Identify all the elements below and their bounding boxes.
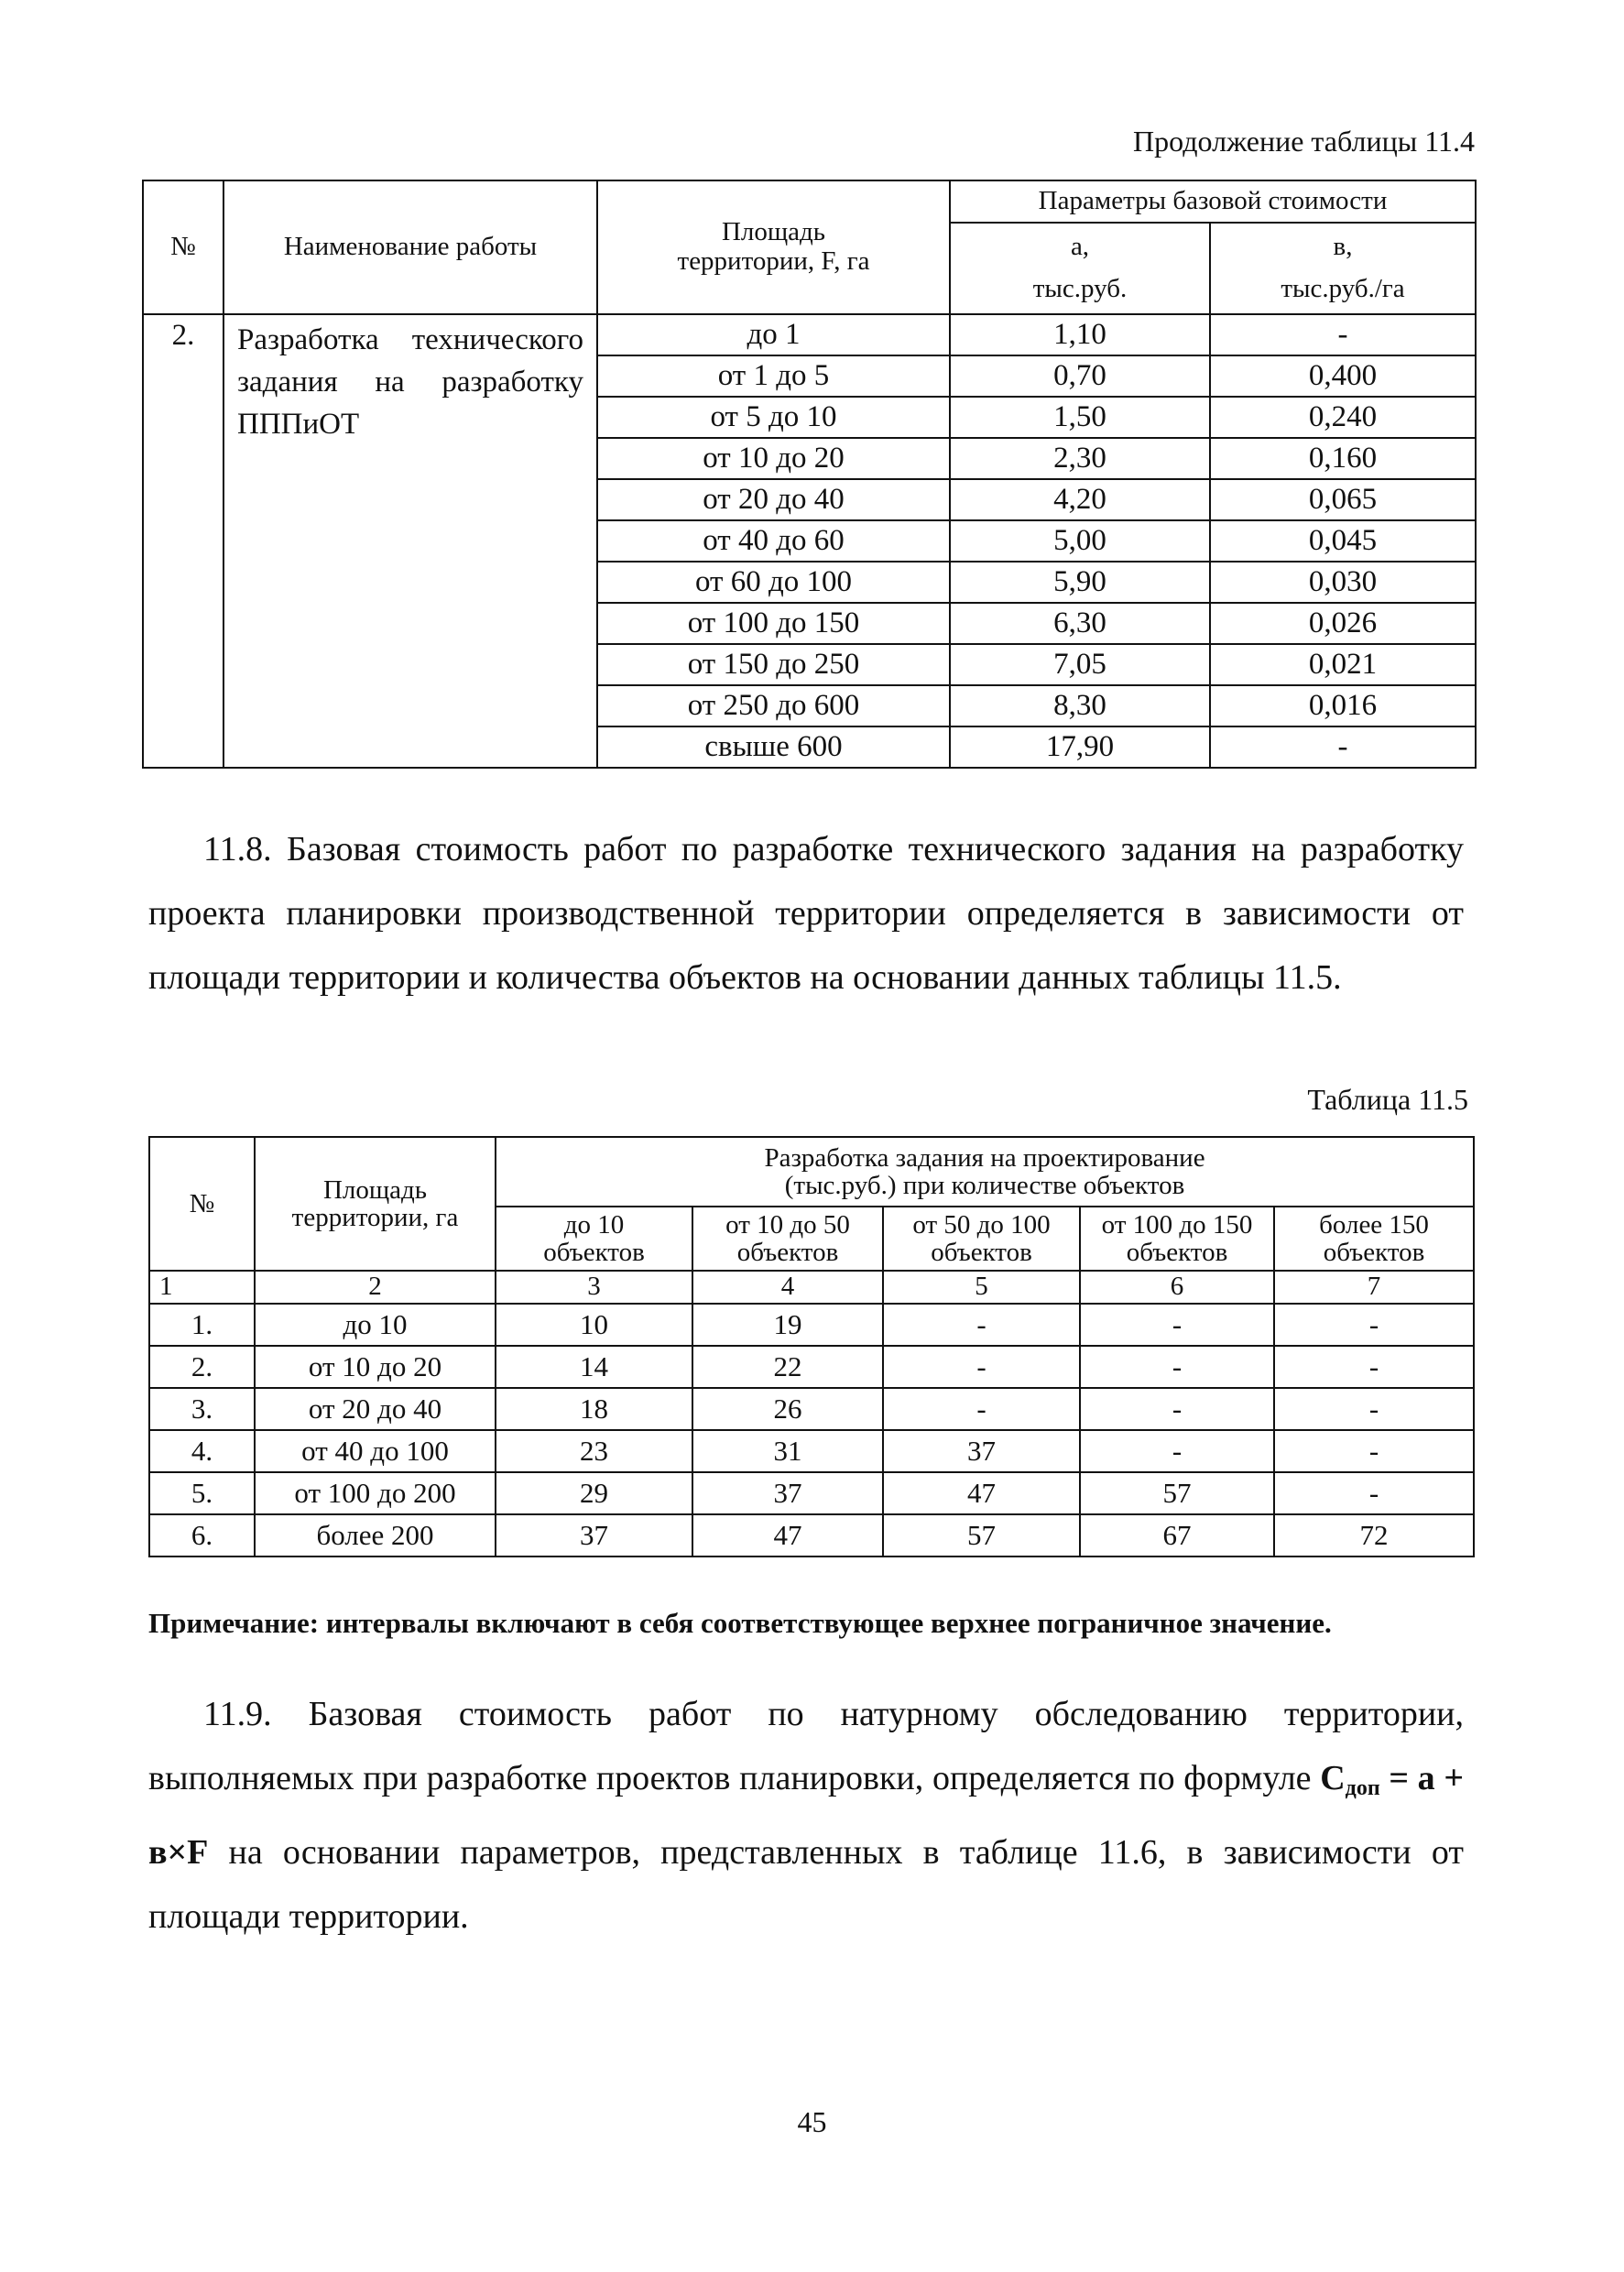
header-a	[950, 223, 1210, 314]
table-cell: 1.	[149, 1304, 255, 1346]
table-cell: -	[1080, 1430, 1274, 1472]
table-cell: 14	[496, 1346, 692, 1388]
index-cell: 1	[149, 1271, 255, 1304]
table-cell: -	[1274, 1430, 1474, 1472]
table-cell: до 10	[255, 1304, 496, 1346]
cell-area: от 60 до 100	[597, 562, 950, 603]
table-cell: 26	[692, 1388, 883, 1430]
table-row	[149, 1472, 1474, 1514]
cell-area: свыше 600	[597, 726, 950, 768]
header-area: Площадь территории, F, га	[597, 180, 950, 314]
table-cell: 22	[692, 1346, 883, 1388]
table-row	[149, 1388, 1474, 1430]
table-cell: более 200	[255, 1514, 496, 1557]
table-11-4-body	[143, 314, 1476, 768]
cell-area: от 20 до 40	[597, 479, 950, 520]
table-cell: -	[883, 1388, 1080, 1430]
cell-a: 17,90	[950, 726, 1210, 768]
table-cell: 47	[883, 1472, 1080, 1514]
index-row	[149, 1271, 1474, 1304]
p119-after: на основании параметров, представленных в таблице 11.6, в зависимости от площади территории.	[148, 1833, 1464, 1936]
formula-sub: доп	[1345, 1776, 1380, 1800]
table-cell: 37	[692, 1472, 883, 1514]
header-num: №	[143, 180, 223, 314]
table-cell: 2.	[149, 1346, 255, 1388]
table-cell: 67	[1080, 1514, 1274, 1557]
cell-b: 0,030	[1210, 562, 1476, 603]
table-cell: -	[883, 1304, 1080, 1346]
t115-header-c5: более 150 объектов	[1274, 1207, 1474, 1271]
header-b-label: в,	[1333, 232, 1353, 262]
table-cell: -	[1080, 1304, 1274, 1346]
table-cell: -	[883, 1346, 1080, 1388]
index-cell: 4	[692, 1271, 883, 1304]
formula-rest: = а + в×F	[148, 1759, 1465, 1872]
t115-header-c4: от 100 до 150 объектов	[1080, 1207, 1274, 1271]
cell-area: до 1	[597, 314, 950, 355]
table-cell: 47	[692, 1514, 883, 1557]
table-cell: 57	[1080, 1472, 1274, 1514]
header-params: Параметры базовой стоимости	[950, 180, 1476, 223]
cell-area: от 40 до 60	[597, 520, 950, 562]
cell-a: 7,05	[950, 644, 1210, 685]
table-cell: -	[1080, 1388, 1274, 1430]
continuation-caption: Продолжение таблицы 11.4	[1133, 125, 1475, 158]
formula-c: С	[1320, 1759, 1346, 1797]
cell-a: 1,10	[950, 314, 1210, 355]
table-cell: 4.	[149, 1430, 255, 1472]
cell-a: 1,50	[950, 397, 1210, 438]
table-row	[149, 1430, 1474, 1472]
table-cell: 18	[496, 1388, 692, 1430]
header-a-label: а,	[1070, 232, 1090, 262]
table-cell: 37	[883, 1430, 1080, 1472]
cell-b: 0,016	[1210, 685, 1476, 726]
cell-b: 0,026	[1210, 603, 1476, 644]
table-cell: 3.	[149, 1388, 255, 1430]
table-cell: 37	[496, 1514, 692, 1557]
t115-header-c2: от 10 до 50 объектов	[692, 1207, 883, 1271]
table-cell: от 40 до 100	[255, 1430, 496, 1472]
t115-header-c3: от 50 до 100 объектов	[883, 1207, 1080, 1271]
cell-b: -	[1210, 726, 1476, 768]
cell-area: от 5 до 10	[597, 397, 950, 438]
t115-header-num: №	[149, 1137, 255, 1271]
index-cell: 2	[255, 1271, 496, 1304]
cell-a: 0,70	[950, 355, 1210, 397]
table-cell: от 10 до 20	[255, 1346, 496, 1388]
cell-a: 5,90	[950, 562, 1210, 603]
index-cell: 6	[1080, 1271, 1274, 1304]
cell-area: от 100 до 150	[597, 603, 950, 644]
table-row	[149, 1304, 1474, 1346]
header-b	[1210, 223, 1476, 314]
table-cell: 23	[496, 1430, 692, 1472]
header-b-unit: тыс.руб./га	[1281, 274, 1405, 303]
p119-before: 11.9. Базовая стоимость работ по натурному обследованию территории, выполняемых при разработке проектов планировки, определяется по формуле	[148, 1695, 1464, 1797]
table-cell: -	[1274, 1304, 1474, 1346]
table-cell: 31	[692, 1430, 883, 1472]
table-cell: -	[1274, 1388, 1474, 1430]
t115-header-group: Разработка задания на проектирование (тыс.руб.) при количестве объектов	[496, 1137, 1474, 1207]
table-cell: 57	[883, 1514, 1080, 1557]
cell-a: 2,30	[950, 438, 1210, 479]
table-11-5	[148, 1136, 1475, 1557]
table-row	[143, 314, 1476, 355]
table-cell: -	[1080, 1346, 1274, 1388]
cell-b: -	[1210, 314, 1476, 355]
row-name: Разработка технического задания на разработку ПППиОТ	[223, 314, 597, 768]
table-row	[149, 1514, 1474, 1557]
index-cell: 5	[883, 1271, 1080, 1304]
cell-a: 5,00	[950, 520, 1210, 562]
table-11-4-continuation	[142, 180, 1477, 769]
paragraph-11-8: 11.8. Базовая стоимость работ по разработке технического задания на разработку проекта планировки производственной территории определяется в зависимости от площади территории и количества объектов на основании данных таблицы 11.5.	[148, 830, 1464, 997]
table-cell: 19	[692, 1304, 883, 1346]
cell-b: 0,160	[1210, 438, 1476, 479]
cell-b: 0,240	[1210, 397, 1476, 438]
table-11-5-body	[149, 1271, 1474, 1557]
cell-area: от 250 до 600	[597, 685, 950, 726]
row-num: 2.	[143, 314, 223, 768]
table-row	[149, 1346, 1474, 1388]
cell-a: 4,20	[950, 479, 1210, 520]
index-cell: 3	[496, 1271, 692, 1304]
index-cell: 7	[1274, 1271, 1474, 1304]
page-number: 45	[797, 2105, 827, 2138]
table-cell: 5.	[149, 1472, 255, 1514]
table-cell: -	[1274, 1346, 1474, 1388]
cell-area: от 1 до 5	[597, 355, 950, 397]
table-cell: 29	[496, 1472, 692, 1514]
table-11-5-caption: Таблица 11.5	[1307, 1083, 1468, 1116]
cell-area: от 10 до 20	[597, 438, 950, 479]
note: Примечание: интервалы включают в себя соответствующее верхнее пограничное значение.	[148, 1607, 1332, 1639]
cell-b: 0,400	[1210, 355, 1476, 397]
cell-area: от 150 до 250	[597, 644, 950, 685]
t115-header-area: Площадь территории, га	[255, 1137, 496, 1271]
table-cell: 6.	[149, 1514, 255, 1557]
header-name: Наименование работы	[223, 180, 597, 314]
table-cell: 72	[1274, 1514, 1474, 1557]
cell-b: 0,045	[1210, 520, 1476, 562]
table-cell: от 100 до 200	[255, 1472, 496, 1514]
cell-b: 0,065	[1210, 479, 1476, 520]
t115-header-c1: до 10 объектов	[496, 1207, 692, 1271]
header-a-unit: тыс.руб.	[1032, 274, 1128, 303]
table-cell: 10	[496, 1304, 692, 1346]
cell-a: 6,30	[950, 603, 1210, 644]
cell-b: 0,021	[1210, 644, 1476, 685]
paragraph-11-9	[148, 1682, 1464, 1949]
table-cell: -	[1274, 1472, 1474, 1514]
table-cell: от 20 до 40	[255, 1388, 496, 1430]
cell-a: 8,30	[950, 685, 1210, 726]
